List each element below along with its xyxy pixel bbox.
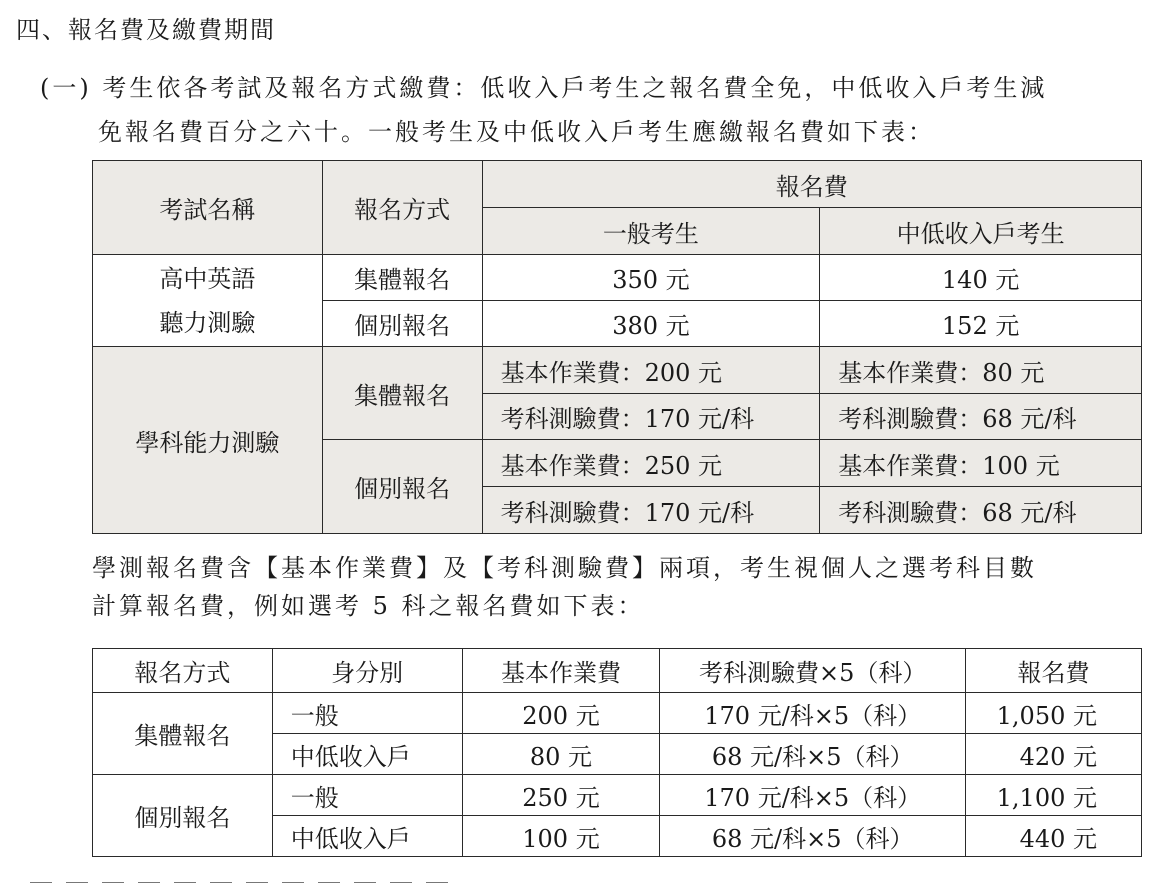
method-cell: 個別報名 [93, 775, 273, 857]
base-fee-cell: 100 元 [462, 816, 660, 857]
exam-fee-cell: 68 元/科×5（科） [660, 816, 966, 857]
fee-table [92, 160, 1142, 534]
fee-cell: 140 元 [820, 255, 1142, 301]
exam-fee-cell: 170 元/科×5（科） [660, 693, 966, 734]
base-fee-cell: 250 元 [462, 775, 660, 816]
fee-cell: 350 元 [482, 255, 820, 301]
total-cell: 420 元 [966, 734, 1142, 775]
fee-cell: 基本作業費：80 元 [820, 347, 1142, 394]
method-cell: 集體報名 [93, 693, 273, 775]
fee-cell: 基本作業費：200 元 [482, 347, 820, 394]
total-cell: 1,050 元 [966, 693, 1142, 734]
header-total: 報名費 [966, 649, 1142, 693]
header-exam-fee: 考科測驗費×5（科） [660, 649, 966, 693]
fee-cell: 152 元 [820, 301, 1142, 347]
paragraph-1-line-1: (一) 考生依各考試及報名方式繳費：低收入戶考生之報名費全免，中低收入戶考生減 [40, 74, 1048, 102]
paragraph-2-line-1: 學測報名費含【基本作業費】及【考科測驗費】兩項，考生視個人之選考科目數 [92, 554, 1037, 582]
method-cell: 個別報名 [322, 301, 482, 347]
identity-cell: 中低收入戶 [272, 816, 462, 857]
fee-cell: 考科測驗費：68 元/科 [820, 394, 1142, 440]
paragraph-2-line-2: 計算報名費，例如選考 5 科之報名費如下表： [92, 592, 645, 620]
identity-cell: 一般 [272, 693, 462, 734]
header-lowmid: 中低收入戶考生 [820, 208, 1142, 255]
method-cell: 個別報名 [322, 440, 482, 534]
paragraph-1-line-2: 免報名費百分之六十。一般考生及中低收入戶考生應繳報名費如下表： [98, 118, 935, 146]
exam-gsat: 學科能力測驗 [93, 347, 323, 534]
fee-cell: 基本作業費：250 元 [482, 440, 820, 487]
exam-listening-line-2: 聽力測驗 [159, 308, 256, 337]
exam-fee-cell: 68 元/科×5（科） [660, 734, 966, 775]
method-cell: 集體報名 [322, 255, 482, 301]
identity-cell: 中低收入戶 [272, 734, 462, 775]
header-base-fee: 基本作業費 [462, 649, 660, 693]
fee-cell: 考科測驗費：170 元/科 [482, 487, 820, 534]
header-identity: 身分別 [272, 649, 462, 693]
exam-listening-line-1: 高中英語 [159, 264, 256, 293]
header-fee: 報名費 [482, 161, 1141, 208]
identity-cell: 一般 [272, 775, 462, 816]
fee-cell: 基本作業費：100 元 [820, 440, 1142, 487]
method-cell: 集體報名 [322, 347, 482, 440]
fee-cell: 考科測驗費：170 元/科 [482, 394, 820, 440]
header-method: 報名方式 [93, 649, 273, 693]
base-fee-cell: 200 元 [462, 693, 660, 734]
total-cell: 440 元 [966, 816, 1142, 857]
base-fee-cell: 80 元 [462, 734, 660, 775]
fee-cell: 380 元 [482, 301, 820, 347]
header-method: 報名方式 [322, 161, 482, 255]
example-fee-table [92, 648, 1142, 857]
exam-listening [93, 255, 323, 347]
total-cell: 1,100 元 [966, 775, 1142, 816]
exam-fee-cell: 170 元/科×5（科） [660, 775, 966, 816]
section-title: 四、報名費及繳費期間 [16, 16, 276, 44]
header-general: 一般考生 [482, 208, 820, 255]
header-exam-name: 考試名稱 [93, 161, 323, 255]
fee-cell: 考科測驗費：68 元/科 [820, 487, 1142, 534]
cut-off-next-line [30, 870, 690, 883]
